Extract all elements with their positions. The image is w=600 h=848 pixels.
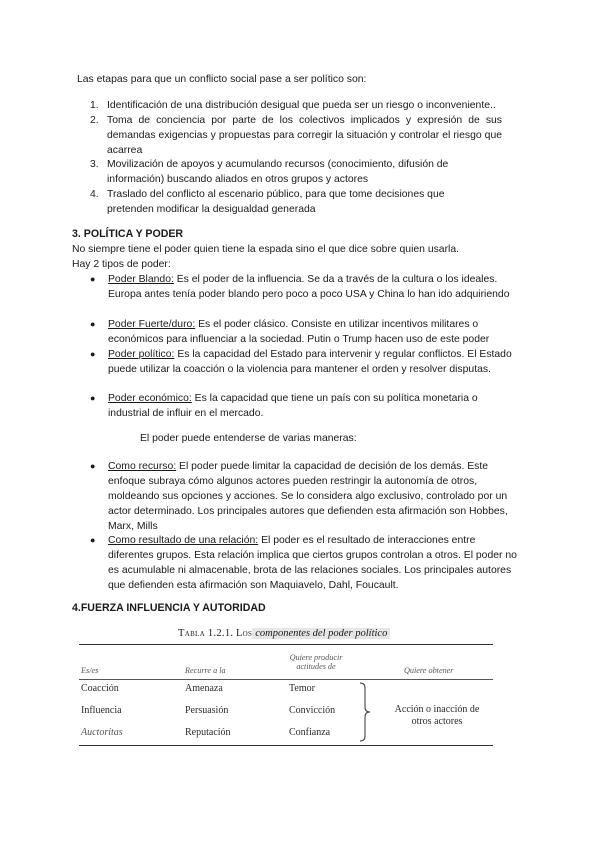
table-cell: Confianza — [289, 727, 331, 738]
stage-text: Traslado del conflicto al escenario público, para que tome decisiones que pretenden modificar la desigualdad generada — [107, 189, 445, 215]
bullet-item — [108, 533, 518, 593]
bullet-item — [108, 391, 518, 421]
term-label: Como recurso: — [108, 461, 177, 472]
section-heading: 3. POLÍTICA Y PODER — [72, 228, 184, 240]
stage-number: 4. — [90, 189, 99, 200]
table-cell: Amenaza — [185, 683, 223, 694]
table-cell: Coacción — [81, 683, 119, 694]
stage-number: 3. — [90, 159, 99, 170]
bullet-icon: ● — [90, 535, 96, 545]
bullet-icon: ● — [90, 319, 96, 329]
table-cell: Convicción — [289, 705, 336, 716]
table-cell: Influencia — [81, 705, 122, 716]
table-cell: Persuasión — [185, 705, 229, 716]
section-heading: 4.FUERZA INFLUENCIA Y AUTORIDAD — [72, 602, 266, 614]
stage-text: Movilización de apoyos y acumulando recursos (conocimiento, difusión de información) buscando aliados en otros grupos y actores — [107, 159, 449, 185]
paragraph-line: Hay 2 tipos de poder: — [72, 259, 171, 270]
bullet-icon: ● — [90, 393, 96, 403]
table-header: Recurre a la — [185, 666, 226, 675]
term-label: Poder político: — [108, 349, 175, 360]
caption-prefix: Tabla 1.2.1. — [178, 628, 234, 639]
table-top-rule — [79, 644, 493, 645]
caption-small: Los — [235, 628, 253, 639]
intro-text: Las etapas para que un conflicto social pase a ser político son: — [77, 74, 367, 85]
bullet-item — [108, 459, 518, 534]
table-outcome: Acción o inacción de otros actores — [394, 704, 480, 727]
term-label: Poder económico: — [108, 393, 192, 404]
table-cell: Reputación — [185, 727, 231, 738]
caption-title: componentes del poder político — [252, 628, 390, 639]
stage-text: Toma de conciencia por parte de los colectivos implicados y expresión de sus demandas exigencias y propuestas para corregir la situación y controlar el riesgo que acarrea — [107, 115, 502, 156]
term-label: Como resultado de una relación: — [108, 535, 259, 546]
term-text: Es el poder clásico. Consiste en utilizar incentivos militares o económicos para influenciar a la sociedad. Putin o Trump hacen uso de este poder — [108, 319, 490, 345]
term-text: Es el poder de la influencia. Se da a través de la cultura o los ideales. Europa antes tenía poder blando pero poco a poco USA y China lo han ido adquiriendo — [108, 274, 510, 300]
brace-icon — [357, 682, 373, 742]
term-text: El poder puede limitar la capacidad de decisión de los demás. Este enfoque subraya cómo algunos actores pueden restringir la autonomía de otros, moldeando sus opciones y acciones. Se lo considera algo exclusivo, controlado por un actor determinado. Los principales autores que defienden esta afirmación son Hobbes, Marx, Mills — [108, 461, 508, 532]
bullet-icon: ● — [90, 349, 96, 359]
term-text: El poder es el resultado de interacciones entre diferentes grupos. Esta relación implica que ciertos grupos controlan a otros. El poder no es acumulable ni almacenable, brota de las relaciones sociales. Los principales autores que defienden esta afirmación son Maquiavelo, Dahl, Foucault. — [108, 535, 517, 591]
ways-intro: El poder puede entenderse de varias maneras: — [140, 433, 357, 444]
paragraph-line: No siempre tiene el poder quien tiene la espada sino el que dice sobre quien usarla. — [72, 244, 460, 255]
table-bottom-rule — [79, 745, 493, 746]
table-cell: Auctoritas — [81, 727, 123, 738]
power-components-table — [79, 644, 493, 748]
term-label: Poder Blando: — [108, 274, 174, 285]
stage-number: 1. — [90, 100, 99, 111]
bullet-icon: ● — [90, 274, 96, 284]
stage-number: 2. — [90, 115, 99, 126]
stage-text: Identificación de una distribución desigual que pueda ser un riesgo o inconveniente.. — [107, 100, 496, 111]
table-caption — [178, 627, 390, 641]
table-header: Quiere obtener — [404, 666, 454, 675]
term-text: Es la capacidad del Estado para intervenir y regular conflictos. El Estado puede utilizar la coacción o la violencia para mantener el orden y resolver disputas. — [108, 349, 512, 375]
term-text: Es la capacidad que tiene un país con su política monetaria o industrial de influir en el mercado. — [108, 393, 478, 419]
table-cell: Temor — [289, 683, 315, 694]
term-label: Poder Fuerte/duro: — [108, 319, 196, 330]
bullet-icon: ● — [90, 461, 96, 471]
bullet-item — [108, 272, 518, 302]
table-header: Es/es — [81, 666, 99, 675]
bullet-item — [108, 347, 518, 377]
table-header: Quiere producir actitudes de — [289, 653, 343, 671]
bullet-item — [108, 317, 518, 347]
table-header-rule — [79, 679, 493, 680]
